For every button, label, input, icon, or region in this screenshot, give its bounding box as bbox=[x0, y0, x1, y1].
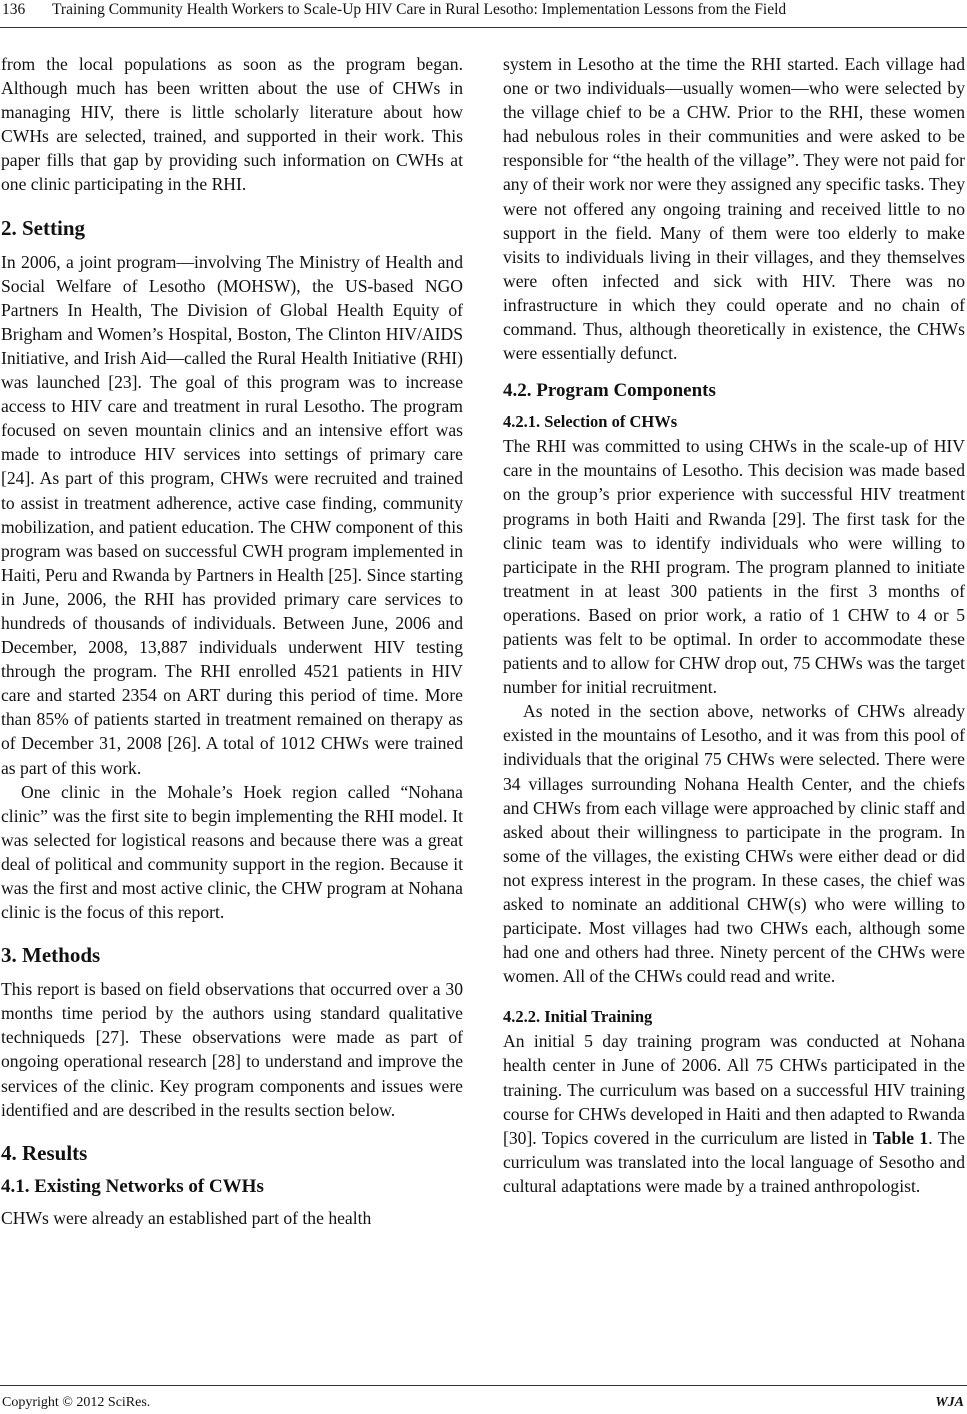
selection-paragraph-2: As noted in the section above, networks of CHWs already existed in the mountains of Lesotho, and it was from this pool of individuals that the original 75 CHWs were selected. There were 34 villages surrounding Nohana Health Center, and the chiefs and CHWs from each village were approached by clinic staff and asked about their willingness to participate in the program. In some of the villages, the existing CHWs were either dead or did not express interest in the program. In these cases, the chief was asked to nominate an additional CHW(s) who were willing to participate. Most villages had two CHWs each, although some had one and others had three. Ninety percent of the CHWs were women. All of the CHWs could read and write. bbox=[503, 701, 965, 987]
setting-paragraph-1: In 2006, a joint program—involving The Ministry of Health and Social Welfare of Lesotho (MOHSW), the US-based NGO Partners In Health, The Division of Global Health Equity of Brigham and Women’s Hospital, Boston, The Clinton HIV/AIDS Initiative, and Irish Aid—called the Rural Health Initiative (RHI) was launched [23]. The goal of this program was to increase access to HIV care and treatment in rural Lesotho. The program focused on seven mountain clinics and an intensive effort was made to introduce HIV services into settings of primary care [24]. As part of this program, CHWs were recruited and trained to assist in treatment adherence, active case finding, community mobilization, and patient education. The CHW component of this program was based on successful CWH program implemented in Haiti, Peru and Rwanda by Partners in Health [25]. Since starting in June, 2006, the RHI has provided primary care services to hundreds of thousands of individuals. Between June, 2006 and December, 2008, 13,887 individuals underwent HIV testing through the program. The RHI enrolled 4521 patients in HIV care and started 2354 on ART during this period of time. More than 85% of patients started in treatment remained on therapy as of December 31, 2008 [26]. A total of 1012 CHWs were trained as part of this work. bbox=[1, 251, 463, 778]
training-paragraph bbox=[503, 1029, 965, 1198]
left-column bbox=[1, 52, 463, 1230]
running-title: Training Community Health Workers to Scale-Up HIV Care in Rural Lesotho: Implementation Lessons from the Field bbox=[52, 1, 787, 18]
setting-paragraph-2: One clinic in the Mohale’s Hoek region called “Nohana clinic” was the first site to begin implementing the RHI model. It was selected for logistical reasons and because there was a great deal of political and community support in the region. Because it was the first and most active clinic, the CHW program at Nohana clinic is the focus of this report. bbox=[1, 781, 463, 923]
footer bbox=[0, 1394, 967, 1414]
right-column bbox=[503, 52, 965, 1198]
header-rule bbox=[0, 27, 967, 28]
footer-rule bbox=[0, 1385, 967, 1386]
journal-abbreviation: WJA bbox=[935, 1395, 964, 1410]
selection-paragraph-1: The RHI was committed to using CHWs in the scale-up of HIV care in the mountains of Lesotho. This decision was made based on the group’s prior experience with successful HIV treatment programs in both Haiti and Rwanda [29]. The first task for the clinic team was to identify individuals who were willing to participate in the RHI program. The program planned to initiate treatment in at least 300 patients in the first 3 months of operations. Based on prior work, a ratio of 1 CHW to 4 or 5 patients was felt to be optimal. In order to accommodate these patients and to allow for CHW drop out, 75 CHWs was the target number for initial recruitment. bbox=[503, 436, 965, 698]
table-1-reference[interactable]: Table 1 bbox=[872, 1127, 929, 1148]
methods-paragraph: This report is based on field observations that occurred over a 30 months time period by the authors using standard qualitative techniqueds [27]. These observations were made as part of ongoing operational research [28] to understand and improve the services of the clinic. Key program components and issues were identified and are described in the results section below. bbox=[1, 979, 463, 1120]
subsection-heading-existing-networks: 4.1. Existing Networks of CWHs bbox=[1, 1175, 264, 1197]
training-text-a: An initial 5 day training program was conducted at Nohana health center in June of 2006. All 75 CHWs participated in the training. The curriculum was based on a successful HIV training course for CHWs developed in Haiti and then adapted to Rwanda [30]. Topics covered in the curriculum are listed in bbox=[503, 1031, 965, 1148]
existing-networks-paragraph: CHWs were already an established part of the health bbox=[1, 1207, 372, 1228]
section-heading-methods: 3. Methods bbox=[1, 943, 101, 968]
subsubsection-heading-training: 4.2.2. Initial Training bbox=[503, 1007, 653, 1027]
existing-networks-paragraph-continued: system in Lesotho at the time the RHI started. Each village had one or two individuals—usually women—who were selected by the village chief to be a CHW. Prior to the RHI, these women had nebulous roles in their communities and were asked to be responsible for “the health of the village”. They were not paid for any of their work nor were they assigned any specific tasks. They were not offered any ongoing training and received little to no support in the field. Many of them were too elderly to make visits to individuals living in their villages, and they themselves were often infected and sick with HIV. There was no infrastructure in which they could operate and no chain of command. Thus, although theoretically in existence, the CHWs were essentially defunct. bbox=[503, 54, 965, 364]
section-heading-results: 4. Results bbox=[1, 1140, 88, 1165]
subsubsection-heading-selection: 4.2.1. Selection of CHWs bbox=[503, 412, 678, 432]
section-heading-setting: 2. Setting bbox=[1, 215, 85, 240]
page-number: 136 bbox=[2, 1, 26, 18]
running-head bbox=[0, 0, 967, 24]
intro-paragraph: from the local populations as soon as the program began. Although much has been written about the use of CHWs in managing HIV, there is little scholarly literature about how CWHs are selected, trained, and supported in their work. This paper fills that gap by providing such information on CWHs at one clinic participating in the RHI. bbox=[1, 54, 463, 195]
copyright-notice: Copyright © 2012 SciRes. bbox=[2, 1395, 151, 1410]
subsection-heading-program-components: 4.2. Program Components bbox=[503, 380, 716, 402]
training-text-b: . The curriculum was translated into the local language of Sesotho and cultural adaptations were made by a trained anthropologist. bbox=[503, 1127, 965, 1196]
